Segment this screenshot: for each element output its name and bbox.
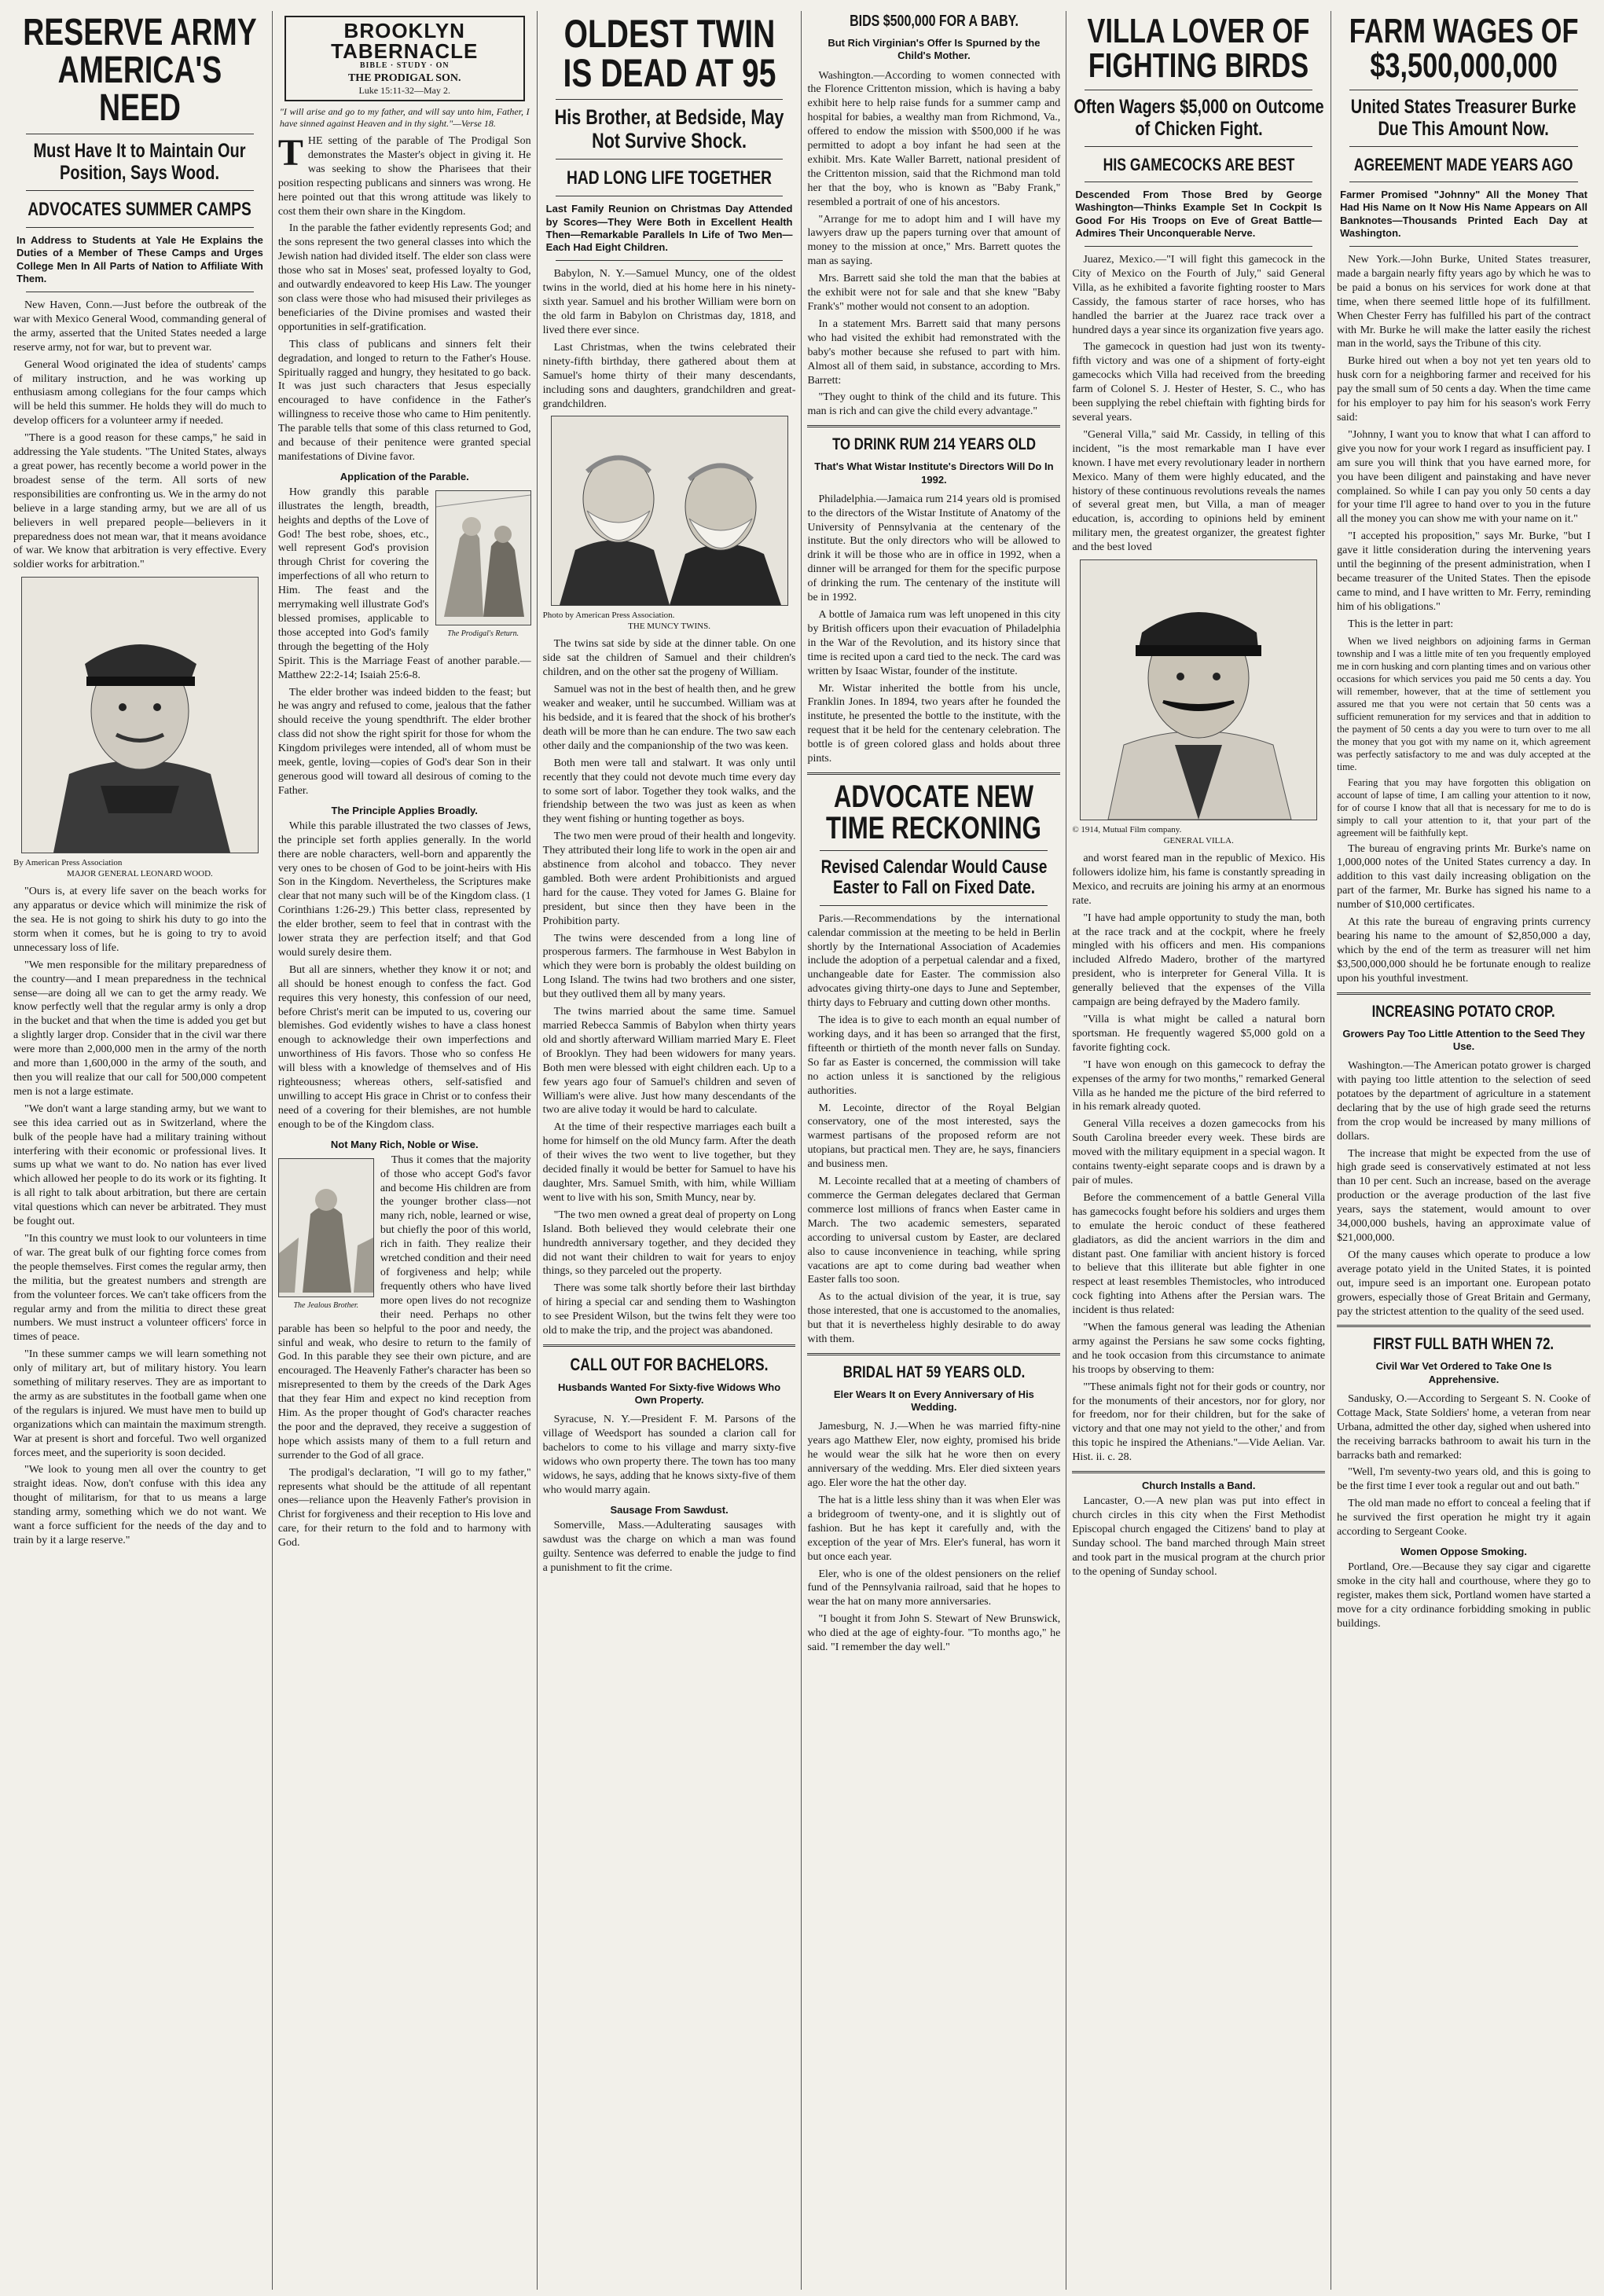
general-villa-portrait [1080, 559, 1317, 820]
headline-bids-for-baby: BIDS $500,000 FOR A BABY. [849, 13, 1019, 30]
article-paragraph: New Haven, Conn.—Just before the outbreak of the war with Mexico General Wood, commanding general of the army, asserted that the United States needed a large reserve army, not for war, but to prevent war. [13, 299, 266, 354]
section-subhead: Women Oppose Smoking. [1400, 1546, 1527, 1557]
article-paragraph: In the parable the father evidently represents God; and the sons represent the two general classes into which the Jewish nation had divided itself. The elder son class were those who sat in Moses' seat, professed loyalty to God, and outwardly endeavored to keep His Law. The younger son class were those who had misused their privileges as beneficiaries of the Divine promises and wasted their opportunities in self-gratification. [277, 222, 531, 333]
section-subhead: Not Many Rich, Noble or Wise. [330, 1138, 479, 1150]
headline-villa-birds: VILLA LOVER OF FIGHTING BIRDS [1087, 12, 1310, 85]
deck-farmer-promised: Farmer Promised "Johnny" All the Money That Had His Name on It Now His Name Appears on All Banknotes—Thousands Printed Each Day at Washington. [1340, 189, 1587, 239]
article-paragraph: Washington.—According to women connected with the Florence Crittenton mission, which is having a baby exhibit here to help raise funds for a summer camp and hospital for babies, a wealthy man from Richmond, Va., offered to endow the mission with $500,000 if he was permitted to adopt a boy infant he had seen at the exhibit. Mrs. Kate Waller Barrett, national president of the Crittenton mission, said that the Richmond man told her that the boy, who is known as "Baby Frank," resembled a portrait of one of his ancestors. [807, 69, 1061, 208]
subhead-agreement: AGREEMENT MADE YEARS AGO [1354, 155, 1573, 174]
deck-yale-address: In Address to Students at Yale He Explains the Duties of a Member of These Camps and Urges College Men In All Parts of Nation to Affiliate With Them. [17, 234, 263, 284]
photo-caption: THE MUNCY TWINS. [628, 622, 710, 632]
headline-farm-wages: FARM WAGES OF $3,500,000,000 [1349, 12, 1579, 85]
article-paragraph: "When the famous general was leading the Athenian army against the Persians he saw some cocks fighting, and he took occasion from this circumstance to animate his troops by observing to them: [1072, 1322, 1326, 1376]
photo-credit: Photo by American Press Association. [542, 611, 675, 621]
article-paragraph: The two men were proud of their health and longevity. They attributed their long life to work in the open air and abstinence from alcohol and tobacco. They never gambled. Both were ardent Prohibitionists and argued hard for the cause. They voted for James G. Blaine for president, but since then they have been in the Prohibition party. [542, 831, 796, 927]
prodigal-return-drawing [435, 490, 531, 625]
muncy-twins-photo [551, 416, 788, 606]
article-paragraph: Syracuse, N. Y.—President F. M. Parsons of the village of Weedsport has sounded a clarion call for bachelors to come to his village and marry sixty-five widows who own property there. The town has too many widows, he says, adding that he knows sixty-five of them who would marry again. [542, 1414, 796, 1496]
column-1 [8, 11, 273, 2290]
section-subhead: Church Installs a Band. [1141, 1480, 1256, 1492]
article-paragraph: Thus it comes that the majority of those who accept God's favor and become His children are from the younger brother class—not many rich, noble, learned or wise, but chiefly the poor of this world, rich in faith. They realize their wretched condition and their need of forgiveness and help; while frequently others who have lived more open lives do not recognize their need. Perhaps no other parable has been so helpful to the poor and needy, the sinful and weak, who desire to return to the family of God. In this parable they see their own picture, and are encouraged. The Heavenly Father's character has been so misrepresented to them by the creeds of the Dark Ages that they fear Him and expect no kind reception from Him. As the proper thought of God's character reaches the poor and the depraved, they receive a suggestion of hope which assists many of them to a full return and surrender to the God of all grace. [277, 1154, 531, 1462]
subhead-long-life: HAD LONG LIFE TOGETHER [567, 167, 773, 189]
article-paragraph: Burke hired out when a boy not yet ten years old to husk corn for a neighboring farmer and received for his pay the small sum of 50 cents a day. When the time came for his employer to pay him for his season's work Ferry said: [1337, 355, 1591, 424]
general-wood-portrait [21, 577, 259, 853]
article-paragraph: Portland, Ore.—Because they say cigar and cigarette smoke in the city hall and courthouse, where they go to register, makes them sick, Portland women have started a move for a city ordinance forbidding smoking in public buildings. [1337, 1561, 1591, 1630]
column-6 [1331, 11, 1596, 2290]
article-paragraph: M. Lecointe, director of the Royal Belgian conservatory, one of the most interested, says the warmest partisans of the proposed reform are not utopians, but practical men. They are, he says, financiers and business men. [807, 1102, 1061, 1171]
article-paragraph: The twins married about the same time. Samuel married Rebecca Sammis of Babylon when thirty years old and shortly afterward William married Mary E. Fleet of Brooklyn. They had been widowers for many years. Both men were blessed with eight children each. Up to a few years ago four of Samuel's children and seven of William's were alive. Just how many descendants of the two are alive today it would be hard to calculate. [542, 1006, 796, 1117]
scripture-quote: "I will arise and go to my father, and will say unto him, Father, I have sinned against Heaven and in thy sight."—Verse 18. [279, 106, 530, 129]
article-paragraph: General Wood originated the idea of students' camps of military instruction, and he was working up enthusiasm among collegians for the four camps which will be held this summer. He holds they will do much to develop officers for a volunteer army if needed. [13, 358, 266, 427]
article-paragraph: THE setting of the parable of The Prodigal Son demonstrates the Master's object in giving it. He was seeking to show the Pharisees that their position respecting publicans and sinners was wrong. He here pointed out that this wrong attitude was likely to cost them their own share in the Kingdom. [277, 132, 531, 218]
article-paragraph: At this rate the bureau of engraving prints currency bearing his name to the amount of $2,850,000 a day, which by the end of the term as treasurer will net him $3,500,000,000 should he be fortunate enough to realize upon his youthful investment. [1337, 916, 1591, 985]
article-paragraph: "I have won enough on this gamecock to defray the expenses of the army for two months," remarked General Villa as he handed me the picture of the bird referred to in his remark already quoted. [1072, 1058, 1326, 1113]
photo-credit: By American Press Association [13, 858, 123, 868]
headline-bridal-hat: BRIDAL HAT 59 YEARS OLD. [842, 1363, 1026, 1381]
article-paragraph: The increase that might be expected from the use of high grade seed is conservatively estimated at not less than 10 per cent. Such an increase, based on the average production or the average production of the last five years, says the statement, would amount to over 34,000,000 bushels, having an approximate value of $21,000,000. [1337, 1147, 1591, 1244]
subhead-treasurer-burke: United States Treasurer Burke Due This Amount Now. [1351, 96, 1576, 140]
tabernacle-tagline: BIBLE · STUDY · ON [359, 61, 450, 70]
deck-eler-anniversary: Eler Wears It on Every Anniversary of His Wedding. [833, 1388, 1034, 1414]
headline-rum-214-years: TO DRINK RUM 214 YEARS OLD [831, 435, 1036, 454]
deck-civil-war-vet: Civil War Vet Ordered to Take One Is Apprehensive. [1375, 1360, 1552, 1385]
scripture-reference: Luke 15:11-32—May 2. [358, 85, 451, 96]
article-paragraph: The twins sat side by side at the dinner table. On one side sat the children of Samuel and their children's children, and on the other sat the progeny of William. [542, 638, 796, 679]
headline-potato-crop: INCREASING POTATO CROP. [1372, 1002, 1556, 1021]
article-paragraph: A bottle of Jamaica rum was left unopened in this city by British officers upon their evacuation of Philadelphia in the War of the Revolution, and its history since that time is recited upon a card tied to the neck. The card was written by Isaac Wistar, founder of the institute. [807, 609, 1061, 677]
article-paragraph: Of the many causes which operate to produce a low average potato yield in the United States, it is pointed out, impure seed is an important one. European potato growers, especially those of Great Britain and Germany, pay the strictest attention to the quality of the seed used. [1337, 1249, 1591, 1318]
article-paragraph: Sandusky, O.—According to Sergeant S. N. Cooke of Cottage Mack, State Soldiers' home, a veteran from near Urbana, admitted the other day, sighed when ushered into the receiving barracks bathroom to await his turn in the barracks bath and remarked: [1337, 1392, 1591, 1462]
tabernacle-brand: BROOKLYN TABERNACLE [331, 19, 479, 63]
column-2 [273, 11, 538, 2290]
article-paragraph: "There is a good reason for these camps," he said in addressing the Yale students. "The United States, always a great power, has recently become a world power in the broadest sense of the term. All sorts of new responsibilities are confronting us. We in the army do not believe in a large standing army, but we are all of us believers in well prepared people—believers in it preparedness does not mean war, that it means avoidance of war. We know that arbitration is very effective. Every soldier works for arbitration." [13, 432, 266, 571]
article-paragraph: Both men were tall and stalwart. It was only until recently that they could not devote much time every day to some sort of labor. Together they took walks, and the friendship between the two was just as keen as when they went fishing or hunting together as boys. [542, 757, 796, 826]
article-paragraph: "They ought to think of the child and its future. This man is rich and can give the child every advantage." [807, 391, 1061, 418]
article-paragraph: The gamecock in question had just won its twenty-fifth victory and was one of a shipment of forty-eight gamecocks which Villa had received from the breeding farm of Colonel S. J. Hester of Hester, S. C., who has been supplying the rebel chieftain with fighting birds for several years. [1072, 341, 1326, 424]
article-paragraph: The twins were descended from a long line of prosperous farmers. The farmhouse in West Babylon in which they were born is probably the oldest building on Long Island. The twins had two brothers and one sister, but they outlived them all by many years. [542, 932, 796, 1001]
article-paragraph: Washington.—The American potato grower is charged with paying too little attention to the selection of seed potatoes by the department of agriculture in a statement declaring that by the use of high grade seed the returns from the crop would be increased by many millions of dollars. [1337, 1060, 1591, 1142]
article-paragraph: There was some talk shortly before their last birthday of hiring a special car and sending them to Washington to see President Wilson, but the twins felt they were too old to make the trip, and the project was abandoned. [542, 1282, 796, 1337]
article-paragraph: "In this country we must look to our volunteers in time of war. The great bulk of our fighting force comes from the people themselves. First comes the regular army, then the militia, but the greatest numbers and strength are from the volunteer forces. We can't take officers from the regular army and from the militia to direct these great numbers. We must instruct a volunteer officers' force in times of peace. [13, 1232, 266, 1344]
article-paragraph: This is the letter in part: [1348, 618, 1454, 630]
subhead-maintain-position: Must Have It to Maintain Our Position, Says Wood. [33, 140, 246, 184]
article-paragraph: Last Christmas, when the twins celebrated their ninety-fifth birthday, there gathered about them at Samuel's home thirty of their many descendants, including sons and daughters, grandchildren and great-grandchildren. [542, 341, 796, 410]
article-paragraph: and worst feared man in the republic of Mexico. His followers idolize him, his fame is constantly spreading in Mexico, and recruits are joining his army at an enormous rate. [1072, 853, 1326, 907]
headline-first-bath: FIRST FULL BATH WHEN 72. [1373, 1335, 1554, 1354]
article-paragraph: As to the actual division of the year, it is true, say those interested, that one is accustomed to the anomalies, but that it is nevertheless highly desirable to do away with them. [807, 1291, 1061, 1346]
article-paragraph: General Villa receives a dozen gamecocks from his South Carolina breeder every week. These birds are moved with the military equipment in a special wagon. It contains twenty-eight separate coops and is drawn by a pair of mules. [1072, 1118, 1326, 1187]
subhead-revised-calendar: Revised Calendar Would Cause Easter to Fall on Fixed Date. [820, 856, 1048, 899]
article-paragraph: Eler, who is one of the oldest pensioners on the relief fund of the Pennsylvania railroad, said that he hopes to wear the hat on many more anniversaries. [807, 1568, 1061, 1608]
column-4 [802, 11, 1066, 2290]
tabernacle-masthead [284, 16, 525, 101]
subhead-summer-camps: ADVOCATES SUMMER CAMPS [28, 199, 252, 220]
article-paragraph: "I have had ample opportunity to study the man, both at the race track and at the cockpit, where he freely mingled with his officers and men. His companions included Alfredo Madero, brother of the martyred president, who is interpreter for General Villa. It is generally believed that the expenses of the Villa campaign are being defrayed by the Madero family. [1072, 911, 1326, 1009]
article-paragraph: "We men responsible for the military preparedness of the country—and I mean preparedness in the technical sense—are doing all we can to get the army ready. We know perfectly well that the regular army is only a drop in the bucket and that when the time is added you get but a slightly larger drop. Consider that in the civil war there were more than 2,000,000 men in the army of the north and more than 1,600,000 in the army of the south, and then you will realize that our call for 500,000 competent men is not a large estimate. [13, 959, 266, 1098]
subhead-wagers: Often Wagers $5,000 on Outcome of Chicken Fight. [1074, 96, 1324, 140]
headline-reserve-army: RESERVE ARMY AMERICA'S NEED [23, 12, 257, 129]
deck-washington-bred: Descended From Those Bred by George Washington—Thinks Example Set In Cockpit Is Good For His Troops on Eve of Great Battle—Admires Their Unconquerable Nerve. [1075, 189, 1323, 239]
article-paragraph: This class of publicans and sinners felt their degradation, and longed to return to the Father's House. Spiritually ragged and hungry, they hesitated to go back. It was just such characters that Jesus especially encouraged to have confidence in the Father's willingness to receive those who came to Him penitently. The parable tells that some of this class returned to God, and because of their penitence were granted special manifestations of Divine favor. [277, 338, 531, 463]
headline-oldest-twin: OLDEST TWIN IS DEAD AT 95 [563, 12, 776, 95]
article-paragraph: "The two men owned a great deal of property on Long Island. Both believed they would celebrate their one hundredth anniversary together, and they decided they did not want their children to wait for years to enjoy things, so they parceled out the property. [542, 1209, 796, 1278]
article-paragraph: "Ours is, at every life saver on the beach works for any apparatus or device which will minimize the risk of the sea. He is not going to shirk his duty to go into the storm when it comes, but he is going to try to avoid unnecessary loss of life. [13, 886, 266, 954]
article-paragraph: In a statement Mrs. Barrett said that many persons who had visited the exhibit had remonstrated with the baby's mother because she refused to part with him. Almost all of them said, in substance, according to Mrs. Barrett: [807, 317, 1061, 387]
article-paragraph: At the time of their respective marriages each built a home for himself on the old Muncy farm. After the death of their wives the two went to live together, but they decided finally it would be better for Samuel to have his daughter, Mrs. Samuel Smith, with him, while William went to live with his son, Smith Muncy, near by. [542, 1121, 796, 1204]
article-paragraph: New York.—John Burke, United States treasurer, made a bargain nearly fifty years ago by which he was to be paid a bonus on his services for work done at that time, when there seemed little hope of its fulfillment. When Chester Ferry has fulfilled his part of the contract with Mr. Burke he will make the latter easily the richest man in the world, says the Tribune of this city. [1337, 254, 1591, 350]
article-paragraph: Juarez, Mexico.—"I will fight this gamecock in the City of Mexico on the Fourth of July," said General Villa, as he exhibited a favorite fighting rooster to Mars Cassidy, the famous starter of race horses, who has handled the barrier at the Juarez race track over a hundred days a year since its organization five years ago. [1072, 254, 1326, 336]
letter-paragraph: When we lived neighbors on adjoining farms in German township and I was a little mite of ten you frequently employed me in corn husking and corn planting times and on various other occasions for which services you paid me 50 cents a day. You will remember, however, that at the time of settlement you assured me that you were not certain that 50 cents was a sufficient remuneration for my services and that in addition to the payment of 50 cents a day you were to turn over to me all the money that you got with my name on it, which agreement was perfectly satisfactory to me and was duly accepted at the time. [1337, 635, 1591, 772]
deck-family-reunion: Last Family Reunion on Christmas Day Attended by Scores—They Were Both in Excellent Health Then—Remarkable Parallels In Life of Two Men—Each Had Eight Children. [545, 203, 793, 254]
section-subhead: The Principle Applies Broadly. [331, 804, 478, 816]
article-paragraph: Mr. Wistar inherited the bottle from his uncle, Franklin Jones. In 1894, two years after he founded the institute, he presented the bottle to the institute, with the request that it be held for the centenary celebration. The bottle is of green colored glass and holds about three pints. [807, 682, 1061, 765]
section-subhead: Application of the Parable. [340, 470, 469, 482]
article-paragraph: Somerville, Mass.—Adulterating sausages with sawdust was the charge on which a man was found guilty. Sentence was deferred to enable the judge to find a punishment to fit the crime. [542, 1519, 796, 1574]
article-paragraph: The idea is to give to each month an equal number of working days, and it has been so arranged that the first, fifteenth or thirtieth of the month never falls on Sunday. So far as Easter is concerned, the commission will take no action unless it is sanctioned by the religious authorities. [807, 1014, 1061, 1097]
jealous-brother-drawing [278, 1158, 374, 1297]
article-paragraph: Samuel was not in the best of health then, and he grew weaker and weaker, until he succumbed. William was at his bedside, and it is feared that the shock of his brother's death will be more than he can endure. The two saw each other daily and the companionship of the two was keen. [542, 684, 796, 752]
jealous-brother-illustration [278, 1158, 374, 1310]
article-paragraph: "Well, I'm seventy-two years old, and this is going to be the first time I ever took a regular out and out bath." [1337, 1466, 1591, 1493]
figure-caption: The Prodigal's Return. [447, 629, 519, 638]
figure-caption: The Jealous Brother. [293, 1300, 359, 1310]
letter-paragraph: Fearing that you may have forgotten this obligation on account of lapse of time, I am calling your attention to it now, for of course I know that all that is necessary for me to do is simply to call your attention to it, that your part of the agreement will be faithfully kept. [1337, 776, 1591, 838]
section-subhead: Sausage From Sawdust. [610, 1503, 729, 1516]
photo-credit: © 1914, Mutual Film company. [1072, 825, 1182, 835]
deck-rich-virginian: But Rich Virginian's Offer Is Spurned by the Child's Mother. [828, 37, 1041, 62]
drop-cap: T [277, 132, 303, 174]
article-paragraph: The prodigal's declaration, "I will go to my father," represents what should be the attitude of all repentant ones—reliance upon the Heavenly Father's provision in Christ for forgiveness and their reception to His love and care, for their return to the fold and to harmony with God. [277, 1466, 531, 1550]
article-paragraph: How grandly this parable illustrates the length, breadth, heights and depths of the Love of God! The best robe, shoes, etc., well represent God's provision through Christ for covering the imperfections of all who return to Him. The feast and the merrymaking well illustrate God's blessed promises, applicable to those accepted into God's family through the begetting of the Holy Spirit. This is the Marriage Feast of another parable.—Matthew 22:2-14; Isaiah 25:6-8. [277, 486, 531, 681]
article-paragraph: But all are sinners, whether they know it or not; and all should be honest enough to confess the fact. God requires this very honesty, this confession of our need, before Christ's merit can be imputed to us, covering our blemishes. God evidently wishes to have a class honest enough to acknowledge their own imperfections and unworthiness of His favors. Those who so confess He will bless with a knowledge of themselves and of His righteousness; whereas others, self-satisfied and unwilling to accept His grace in Christ or to confess their need of a covering for their blemishes, are not humble enough to be of the Kingdom class. [277, 963, 531, 1131]
column-5 [1066, 11, 1331, 2290]
article-paragraph: "General Villa," said Mr. Cassidy, in telling of this incident, "is the most remarkable man I have ever known. I have met every revolutionary leader in northern Mexico. Many of them were highly educated, and the history of these continuous revolutions reveals the names of several great men, but Villa, a man of meager education, is, according to opinions held by eminent military men, the greatest organizer, the greatest fighter and the best loved [1072, 428, 1326, 554]
deck-seed-attention: Growers Pay Too Little Attention to the Seed They Use. [1342, 1027, 1585, 1052]
article-paragraph: M. Lecointe recalled that at a meeting of chambers of commerce the German delegates declared that German commerce lost millions of francs when Easter came in March. The two academic semesters, separated according to universal custom by Easter, are declared also to cause inconvenience in teaching, while spring vacations are apt to come during bad weather when Easter falls too soon. [807, 1176, 1061, 1286]
article-paragraph: Babylon, N. Y.—Samuel Muncy, one of the oldest twins in the world, died at his home here in his ninety-sixth year. Samuel and his brother William were born on the old farm in Babylon on Christmas day, 1818, and lived there ever since. [542, 268, 796, 336]
article-paragraph: Paris.—Recommendations by the international calendar commission at the meeting to be held in Berlin shortly by the International Association of Academies include the adoption of a perpetual calendar and a fixed, unchangeable date for Easter. The commission also advocates giving thirty-one days to June and September, thirty days to February and cutting down other months. [807, 912, 1061, 1010]
article-paragraph: The old man made no effort to conceal a feeling that if he survived the first operation he might try it again according to Sergeant Cooke. [1337, 1498, 1591, 1539]
article-paragraph: The hat is a little less shiny than it was when Eler was a bridegroom of twenty-one, and it is slightly out of fashion. But he has kept it carefully and, with the exception of the year of Mrs. Eler's funeral, has worn it but once each year. [807, 1494, 1061, 1563]
article-paragraph: Mrs. Barrett said she told the man that the babies at the exhibit were not for sale and that she knew "Baby Frank's" mother would not consent to an adoption. [807, 273, 1061, 313]
article-paragraph: "I accepted his proposition," says Mr. Burke, "but I gave it little consideration during the intervening years until the beginning of the present administration, when I became treasurer of the United States. Then the episode came to mind, and I have written to Mr. Ferry, reminding him of his obligations." [1337, 530, 1591, 613]
prodigal-return-illustration [435, 490, 531, 638]
article-paragraph: The elder brother was indeed bidden to the feast; but he was angry and refused to come, jealous that the father should receive the young spendthrift. The elder brother class did not show the right spirit for those for whom the Kingdom privileges were intended, all of whom must be meek, gentle, loving—copies of God's dear Son in their generous good will toward all desirous of coming to the Father. [277, 686, 531, 797]
subhead-brother-shock: His Brother, at Bedside, May Not Survive Shock. [554, 105, 784, 152]
article-paragraph: Philadelphia.—Jamaica rum 214 years old is promised to the directors of the Wistar Institute of Anatomy of the University of Pennsylvania at the centenary of the institute. But the only directors who will be allowed to drink it will be those who are in office in 1992, when a dinner will be arranged for them for the specific purpose of drinking the rum. The centenary of the institute will be in 1992. [807, 493, 1061, 604]
article-paragraph: "'These animals fight not for their gods or country, nor for the monuments of their ancestors, nor for glory, nor for freedom, nor for their children, but for the sake of victory and that one may not yield to the other,' and from this topic he inspired the Athenians."—Vide Aelian. Var. Hist. ii. c. 28. [1072, 1381, 1326, 1464]
deck-wistar-institute: That's What Wistar Institute's Directors Will Do In 1992. [814, 460, 1054, 486]
photo-caption: GENERAL VILLA. [1163, 836, 1234, 846]
article-paragraph: Jamesburg, N. J.—When he was married fifty-nine years ago Matthew Eler, now eighty, promised his bride he would wear the silk hat he wore then on every anniversary of the wedding. Mrs. Eler died sixteen years ago. Eler wore the hat the other day. [807, 1421, 1061, 1490]
article-paragraph: "Villa is what might be called a natural born sportsman. He frequently wagered $5,000 gold on a favorite fighting cock. [1072, 1014, 1326, 1054]
article-paragraph: "Johnny, I want you to know that what I can afford to give you now for your work I regard as insufficient pay. I am sure you will think that you have earned more, for you have been diligent and painstaking and have never complained. So while I can pay you only 50 cents a day for your time I'll agree to hand over to you in the future all the money you can show me with your name on it." [1337, 428, 1591, 526]
photo-caption: MAJOR GENERAL LEONARD WOOD. [67, 869, 213, 879]
article-paragraph: Before the commencement of a battle General Villa has gamecocks fought before his soldiers and urges them to emulate the heroic conduct of these feathered gladiators, as did the ancient warriors in the dim and distant past. One familiar with ancient history is forced to believe that this illiterate but able fighter in one respect at least resembles Themistocles, who introduced cock fighting into Athens after the Persian wars. The incident is thus related: [1072, 1191, 1326, 1317]
article-paragraph: The bureau of engraving prints Mr. Burke's name on 1,000,000 notes of the United States currency a day. In addition to this vast daily increasing obligation on the part of the farmer, Mr. Burke has signed his name to a number of $10,000 certificates. [1337, 842, 1591, 911]
deck-widows: Husbands Wanted For Sixty-five Widows Who Own Property. [557, 1381, 781, 1407]
article-paragraph: While this parable illustrated the two classes of Jews, the principle set forth applies generally. In the world there are noble characters, well-born and apparently the very ones to be chosen of God to be joint-heirs with His Son in the Kingdom. Nevertheless, the Scriptures make clear that not many such will be of the Kingdom class. (1 Corinthians 1:26-29.) This better class, represented by the elder brother, seem to feel that in contrast with the lower strata they are perfection itself; and that God would surely desire them. [277, 820, 531, 959]
article-paragraph: Lancaster, O.—A new plan was put into effect in church circles in this city when the First Methodist Episcopal church engaged the Citizens' band to play at Sunday school. The band marched through Main street and took part in the musical program at the church prior to the opening of Sunday school. [1072, 1495, 1326, 1578]
article-paragraph: "I bought it from John S. Stewart of New Brunswick, who died at the age of eighty-four. "To months ago," he said. "I remember the day well." [807, 1613, 1061, 1654]
article-paragraph: "In these summer camps we will learn something not only of military art, but of military history. You learn something of military reserves. They are as important to the army as are substitutes in the football game when one of the regulars is injured. We must have men to build up organizations which can maintain the maximum strength. War at present is short and forceful. Two well organized forces meet, and the superiority is soon decided. [13, 1348, 266, 1459]
subhead-gamecocks: HIS GAMECOCKS ARE BEST [1103, 155, 1295, 174]
article-paragraph: "We don't want a large standing army, but we want to see this idea carried out as in Switzerland, where the bulk of the people have had a military training without interfering with their economic or professional lives. It sums up what we want to do. No nation has ever lived which allowed her people to do its work or its fighting. It is all right to talk about arbitration, but there are certain vital questions which can never be arbitrated. They must be fought out. [13, 1102, 266, 1228]
article-paragraph: "Arrange for me to adopt him and I will have my lawyers draw up the papers turning over that amount of money to the mission at once," Mrs. Barrett quotes the man as saying. [807, 213, 1061, 268]
article-paragraph: "We look to young men all over the country to get straight ideas. Now, don't confuse with this idea any thought of militarism, for that to us means a large standing army, something which we do not want. We want a force sufficient for the needs of the day and to train by it a large reserve." [13, 1464, 266, 1546]
column-3 [538, 11, 802, 2290]
headline-time-reckoning: ADVOCATE NEW TIME RECKONING [826, 779, 1042, 845]
sermon-title: THE PRODIGAL SON. [347, 72, 461, 84]
headline-bachelors: CALL OUT FOR BACHELORS. [570, 1354, 769, 1374]
